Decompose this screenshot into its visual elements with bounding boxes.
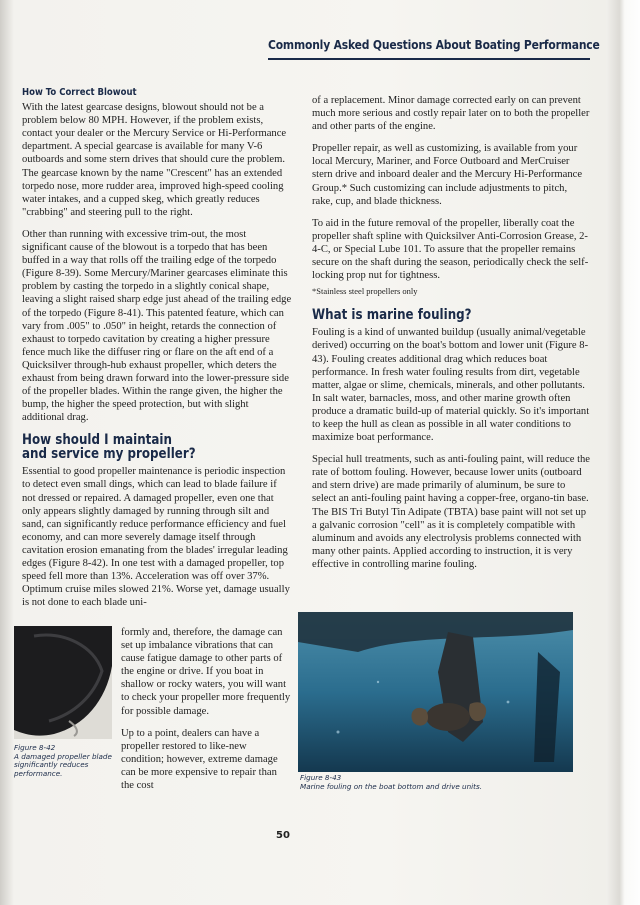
running-header: Commonly Asked Questions About Boating Performance: [268, 37, 600, 52]
page-edge: [606, 0, 640, 905]
paragraph: To aid in the future removal of the propeller, liberally coat the propeller shaft spline with Quicksilver Anti-Corrosion Grease, 2-4-C, or Special Lube 101. To assure that the propeller remains secure on the shaft during the season, periodically check the self-locking prop nut for tightness.: [312, 217, 589, 282]
figure-description: A damaged propeller blade significantly reduces performance.: [14, 751, 112, 778]
paragraph: Propeller repair, as well as customizing, is available from your local Mercury, Mariner, and Force Outboard and MerCruiser stern drive and inboard dealer and the Mercury Hi-Performance Group.* Such customizing can include adjustments to pitch, rake, cup, and blade thickness.: [312, 143, 583, 207]
blowout-heading: How To Correct Blowout: [22, 87, 137, 98]
paragraph: Essential to good propeller maintenance is periodic inspection to detect even small dings, which can lead to blade failure if not dressed or repaired. A damaged propeller, even one that only appears slightly damaged by running through silt and sand, can significantly reduce performance efficiency and fuel economy, and can more severely damage itself through cavitation erosion emanating from the blades' irregular leading edges (Figure 8-42). In one test with a damaged propeller, top speed fell more than 13%. Acceleration was off over 37%. Optimum cruise miles slowed 21%. Worse yet, damage usually is not done to each blade uni-: [22, 466, 290, 609]
figure-8-42-caption: [14, 744, 114, 778]
page-number: 50: [276, 830, 290, 841]
paragraph: formly and, therefore, the damage can set up imbalance vibrations that can cause fatigue damage to other parts of the engine or drive. If you boat in shallow or rocky waters, you will want to check your propeller more frequently for possible damage.: [121, 627, 291, 717]
paragraph: of a replacement. Minor damage corrected early on can prevent much more serious and costly repair later on to both the propeller and other parts of the engine.: [312, 95, 590, 133]
figure-number: Figure 8-42: [14, 743, 56, 752]
paragraph: Fouling is a kind of unwanted buildup (usually animal/vegetable derived) occurring on the boat's bottom and lower unit (Figure 8-43). Fouling creates additional drag which reduces boat performance. In fresh water fouling results from dirt, vegetable matter, algae or slime, chemicals, minerals, and other pollutants. In salt water, barnacles, moss, and other marine growth often produce a dramatic build-up of material quickly. So it's important to keep the hull as clean as possible in all water conditions to maximize boat performance.: [312, 327, 590, 444]
maintain-heading: [22, 433, 243, 461]
header-rule: [268, 58, 590, 60]
right-column: [312, 94, 590, 580]
fouling-heading: What is marine fouling?: [312, 307, 472, 324]
paragraph: Special hull treatments, such as anti-fouling paint, will reduce the rate of bottom fouling. However, because lower units (outboard and stern drive) are made primarily of aluminum, be sure to select an anti-fouling paint having a copper-free, organo-tin base. The BIS Tri Butyl Tin Adipate (TBTA) base paint will not set up a galvanic corrosion "cell" as it is completely compatible with aluminum and avoids any electrolysis problems connected with many other paints. Applied according to instruction, it is very effective in controlling marine fouling.: [312, 454, 591, 570]
paragraph: Other than running with excessive trim-out, the most significant cause of the blowout is a torpedo that has been buffed in a way that rolls off the trailing edge of the torpedo (Figure 8-39). Some Mercury/Mariner gearcases eliminate this problem by casting the torpedo in a slightly conical shape, leaving a slight raised sharp edge just ahead of the trailing edge of the torpedo (Figure 8-41). This patented feature, which can vary from .005" to .050" in height, retards the connection of exhaust to torpedo cavitation by creating a higher pressure fence much like the diffuser ring or flare on the aft end of a Quicksilver through-hub exhaust propeller, which deters the exhaust from being drawn forward into the lower-pressure side of the propeller blades. Within the range given, the higher the bump, the higher the speed protection, but with slight additional drag.: [22, 228, 292, 424]
footnote: *Stainless steel propellers only: [312, 286, 418, 297]
maintain-heading-line-2: and service my propeller?: [22, 446, 196, 463]
marine-fouling-photo: [298, 612, 573, 772]
maintain-heading-line-1: How should I maintain: [22, 432, 172, 449]
paragraph: With the latest gearcase designs, blowout should not be a problem below 80 MPH. However, if the problem exists, contact your dealer or the Mercury Service or Hi-Performance department. A special gearcase is available for many V-6 outboards and some stern drives that should cure the problem. The gearcase known by the name "Crescent" has an extended torpedo nose, more rudder area, improved high-speed cooling water intakes, and a cupped skeg, which greatly reduces "crabbing" and steering pull to the right.: [22, 102, 287, 218]
figure-description: Marine fouling on the boat bottom and drive units.: [300, 781, 483, 791]
figure-number: Figure 8-43: [300, 773, 342, 782]
damaged-propeller-photo: [14, 626, 112, 739]
figure-8-43-caption: [300, 774, 560, 791]
left-column: [22, 86, 292, 618]
paragraph: Up to a point, dealers can have a propeller restored to like-new condition; however, extreme damage can be more expensive to repair than the cost: [121, 727, 278, 792]
left-wrap-column: [121, 626, 292, 801]
